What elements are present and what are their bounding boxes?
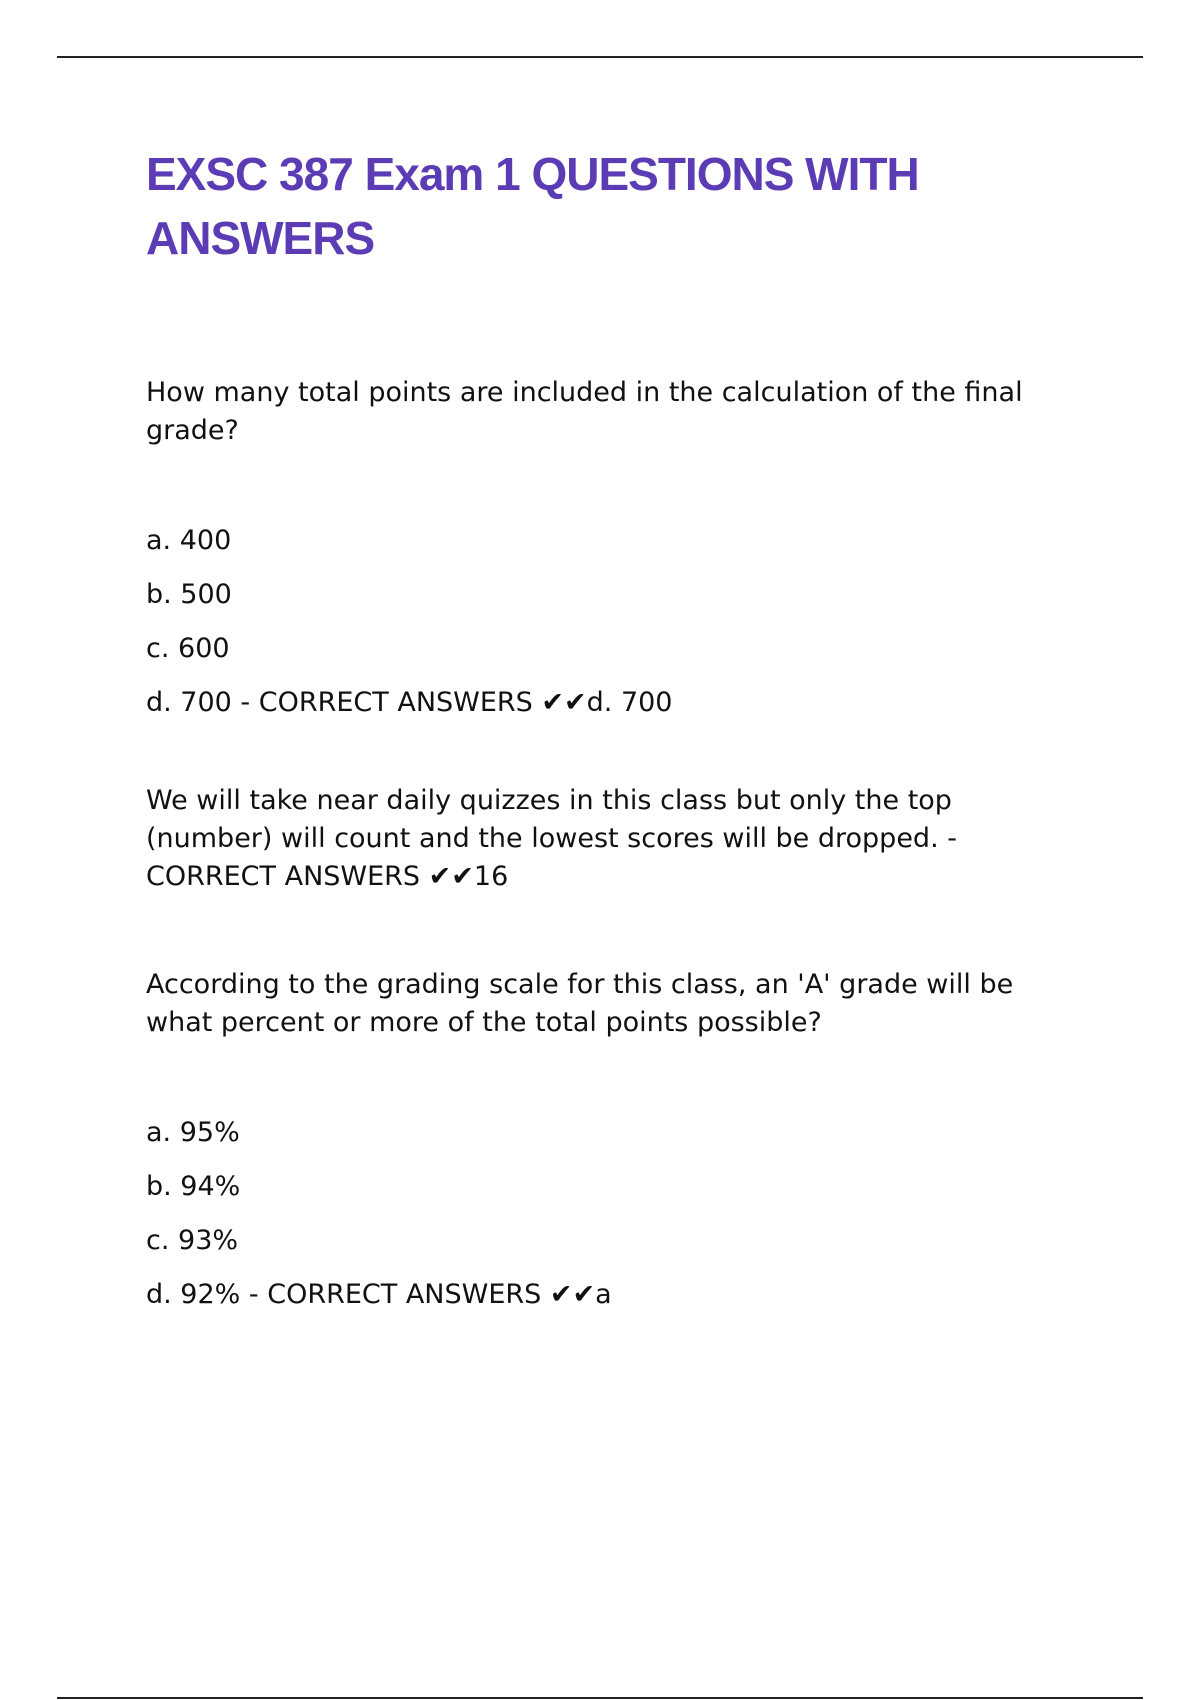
answer-options (146, 522, 1086, 738)
answer-option: a. 400 (146, 525, 232, 556)
question-block (146, 782, 1086, 896)
page-bottom-rule (57, 1697, 1143, 1699)
question-block (146, 966, 1086, 1330)
answer-option: b. 94% (146, 1171, 241, 1202)
question-text: According to the grading scale for this class, an 'A' grade will be what percent or more of the total points possible? (146, 969, 1014, 1038)
question-block (146, 374, 1086, 738)
page-top-rule (57, 56, 1143, 58)
answer-option: d. 700 - CORRECT ANSWERS ✔✔d. 700 (146, 687, 673, 718)
question-text: We will take near daily quizzes in this class but only the top (number) will count and the lowest scores will be dropped. - CORRECT ANSWERS ✔✔16 (146, 785, 957, 892)
answer-option: a. 95% (146, 1117, 240, 1148)
answer-option: c. 93% (146, 1225, 239, 1256)
answer-option: b. 500 (146, 579, 232, 610)
document-title: EXSC 387 Exam 1 QUESTIONS WITH ANSWERS (146, 148, 919, 264)
document-body (146, 142, 1086, 1330)
answer-options (146, 1114, 1086, 1330)
answer-option: c. 600 (146, 633, 230, 664)
question-text: How many total points are included in the calculation of the final grade? (146, 377, 1023, 446)
answer-option: d. 92% - CORRECT ANSWERS ✔✔a (146, 1279, 612, 1310)
